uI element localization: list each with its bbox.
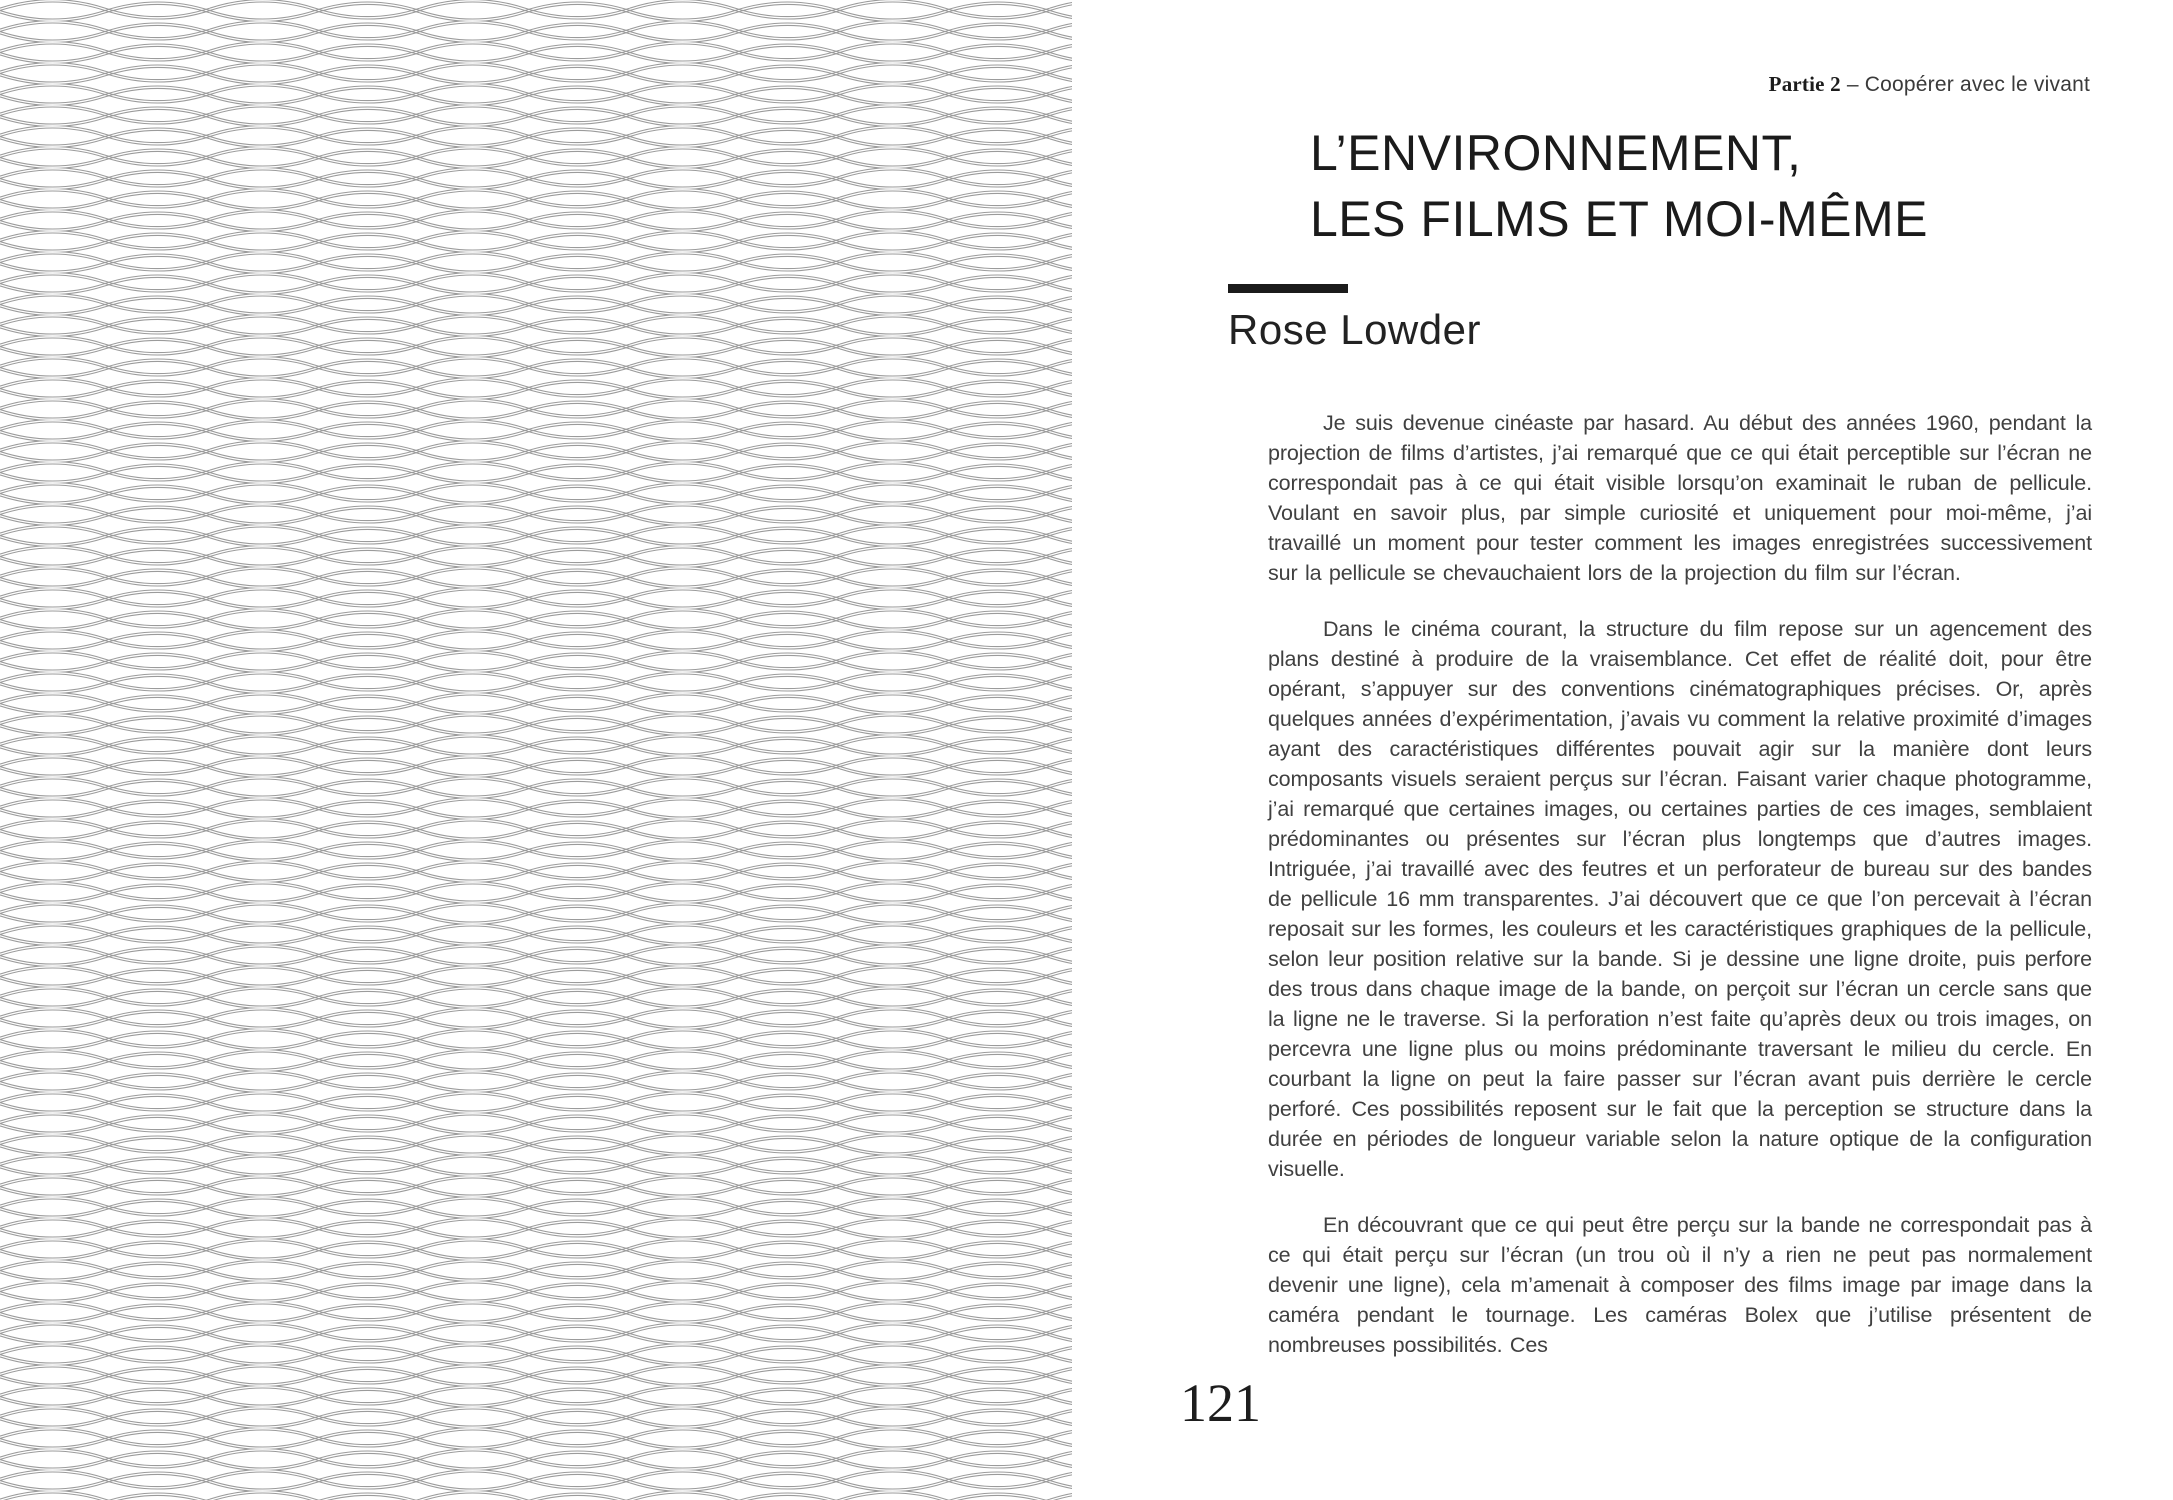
body-text <box>1268 408 2092 1360</box>
paragraph-1: Je suis devenue cinéaste par hasard. Au début des années 1960, pendant la projection de films d’artistes, j’ai remarqué que ce qui était perceptible sur l’écran ne correspondait pas à ce qui était visible lorsqu’on examinait le ruban de pellicule. Voulant en savoir plus, par simple curiosité et uniquement pour moi-même, j’ai travaillé un moment pour tester comment les images enregistrées successivement sur la pellicule se chevauchaient lors de la projection du film sur l’écran. <box>1268 411 2092 585</box>
chapter-title-line1: L’ENVIRONNEMENT, <box>1310 125 1802 181</box>
chapter-title <box>1310 120 1928 252</box>
right-page <box>1072 0 2173 1500</box>
title-rule <box>1228 284 1348 293</box>
running-header <box>1769 72 2090 97</box>
woven-moire-pattern <box>0 0 1072 1500</box>
paragraph-2: Dans le cinéma courant, la structure du film repose sur un agencement des plans destiné à produire de la vraisemblance. Cet effet de réalité doit, pour être opérant, s’appuyer sur des conventions cinématographiques précises. Or, après quelques années d’expérimentation, j’avais vu comment la relative proximité d’images ayant des caractéristiques différentes pouvait agir sur la manière dont leurs composants visuels seraient perçus sur l’écran. Faisant varier chaque photogramme, j’ai remarqué que certaines images, ou certaines parties de ces images, semblaient prédominantes ou présentes sur l’écran plus longtemps que d’autres images. Intriguée, j’ai travaillé avec des feutres et un perforateur de bureau sur des bandes de pellicule 16 mm transparentes. J’ai découvert que ce que l’on percevait à l’écran reposait sur les formes, les couleurs et les caractéristiques graphiques de la pellicule, selon leur position relative sur la bande. Si je dessine une ligne droite, puis perfore des trous dans chaque image de la bande, on perçoit sur l’écran un cercle sans que la ligne ne le traverse. Si la perforation n’est faite qu’après deux ou trois images, on percevra une ligne plus ou moins prédominante traversant le milieu du cercle. En courbant la ligne on peut la faire passer sur l’écran avant puis derrière le cercle perforé. Ces possibilités reposent sur le fait que la perception se structure dans la durée en périodes de longueur variable selon la nature optique de la configuration visuelle. <box>1268 617 2092 1181</box>
chapter-title-line2: LES FILMS ET MOI-MÊME <box>1310 191 1928 247</box>
author-name: Rose Lowder <box>1228 306 1481 353</box>
running-header-part-label: Partie 2 <box>1768 72 1841 96</box>
page-number: 121 <box>1180 1373 1261 1433</box>
left-page <box>0 0 1072 1500</box>
running-header-section-title: – Coopérer avec le vivant <box>1840 73 2090 96</box>
paragraph-3: En découvrant que ce qui peut être perçu sur la bande ne correspondait pas à ce qui était perçu sur l’écran (un trou où il n’y a rien ne peut pas normalement devenir une ligne), cela m’amenait à composer des films image par image dans la caméra pendant le tournage. Les caméras Bolex que j’utilise présentent de nombreuses possibilités. Ces <box>1268 1213 2092 1357</box>
